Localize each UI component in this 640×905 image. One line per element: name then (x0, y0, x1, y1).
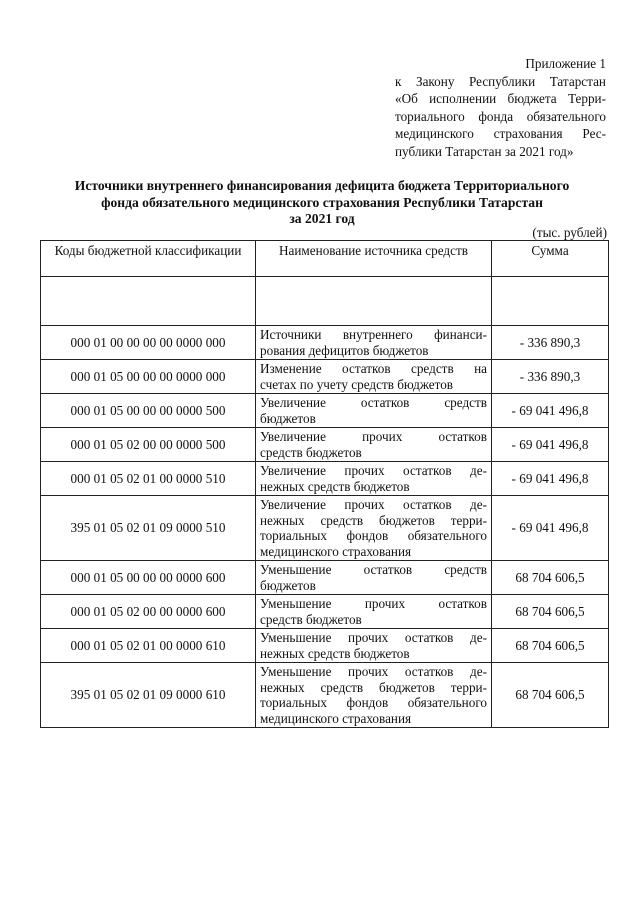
spacer-cell (41, 277, 256, 326)
appendix-line: «Об исполнении бюджета Терри- (395, 91, 606, 107)
source-name-line: Изменение остатков средств на (260, 361, 487, 376)
appendix-line: медицинского страхования Рес- (395, 126, 606, 142)
source-name-line: средств бюджетов (260, 444, 362, 460)
source-name-line: нежных средств бюджетов (260, 645, 410, 661)
table-row (41, 496, 609, 561)
appendix-number: Приложение 1 (525, 56, 606, 71)
amount-cell: - 69 041 496,8 (492, 428, 609, 462)
source-name-cell (256, 394, 492, 428)
header-sum: Сумма (492, 241, 609, 277)
source-name-line: нежных средств бюджетов терри- (260, 679, 487, 695)
table-row (41, 326, 609, 360)
source-name-line: ториальных фондов обязательного (260, 528, 487, 543)
source-name-line: Уменьшение прочих остатков (260, 596, 487, 611)
appendix-block (395, 55, 606, 161)
source-name-cell (256, 462, 492, 496)
sources-table (40, 240, 609, 728)
source-name-cell (256, 595, 492, 629)
budget-code-cell: 395 01 05 02 01 09 0000 510 (41, 496, 256, 561)
appendix-line: публики Татарстан за 2021 год» (395, 143, 574, 159)
amount-cell: - 336 890,3 (492, 326, 609, 360)
table-row (41, 360, 609, 394)
source-name-line: бюджетов (260, 410, 316, 426)
source-name-line: Увеличение прочих остатков де- (260, 497, 487, 512)
amount-cell: - 69 041 496,8 (492, 462, 609, 496)
spacer-cell (492, 277, 609, 326)
source-name-cell (256, 360, 492, 394)
table-row (41, 462, 609, 496)
amount-cell: 68 704 606,5 (492, 561, 609, 595)
amount-cell: 68 704 606,5 (492, 663, 609, 728)
source-name-line: средств бюджетов (260, 611, 362, 627)
budget-code-cell: 000 01 05 02 01 00 0000 510 (41, 462, 256, 496)
table-row (41, 663, 609, 728)
source-name-cell (256, 326, 492, 360)
source-name-line: медицинского страхования (260, 543, 412, 559)
budget-code-cell: 000 01 00 00 00 00 0000 000 (41, 326, 256, 360)
budget-code-cell: 000 01 05 02 00 00 0000 500 (41, 428, 256, 462)
source-name-line: нежных средств бюджетов терри- (260, 512, 487, 528)
table-row (41, 394, 609, 428)
amount-cell: - 69 041 496,8 (492, 496, 609, 561)
spacer-cell (256, 277, 492, 326)
source-name-line: медицинского страхования (260, 710, 412, 726)
budget-code-cell: 000 01 05 02 00 00 0000 600 (41, 595, 256, 629)
source-name-line: Уменьшение прочих остатков де- (260, 630, 487, 645)
appendix-line: ториального фонда обязательного (395, 108, 606, 124)
header-name: Наименование источника средств (256, 241, 492, 277)
budget-code-cell: 000 01 05 00 00 00 0000 500 (41, 394, 256, 428)
document-title (36, 178, 608, 228)
title-line: фонда обязательного медицинского страхования Республики Татарстан (101, 194, 543, 210)
table-header-row (41, 241, 609, 277)
amount-cell: 68 704 606,5 (492, 595, 609, 629)
source-name-cell (256, 428, 492, 462)
source-name-line: счетах по учету средств бюджетов (260, 376, 454, 392)
source-name-line: нежных средств бюджетов (260, 478, 410, 494)
source-name-line: Увеличение прочих остатков (260, 429, 487, 444)
budget-code-cell: 000 01 05 00 00 00 0000 000 (41, 360, 256, 394)
title-line: Источники внутреннего финансирования дефицита бюджета Территориального (74, 178, 570, 193)
title-line: за 2021 год (289, 211, 355, 226)
table-row (41, 428, 609, 462)
budget-code-cell: 000 01 05 02 01 00 0000 610 (41, 629, 256, 663)
budget-code-cell: 000 01 05 00 00 00 0000 600 (41, 561, 256, 595)
appendix-line: к Закону Республики Татарстан (395, 73, 606, 89)
source-name-cell (256, 663, 492, 728)
source-name-cell (256, 496, 492, 561)
header-code: Коды бюджетной классификации (41, 241, 256, 277)
budget-code-cell: 395 01 05 02 01 09 0000 610 (41, 663, 256, 728)
table-row (41, 629, 609, 663)
source-name-line: Уменьшение прочих остатков де- (260, 664, 487, 679)
source-name-cell (256, 561, 492, 595)
table-row (41, 561, 609, 595)
source-name-line: Источники внутреннего финанси- (260, 327, 487, 342)
units-label: (тыс. рублей) (532, 225, 607, 240)
source-name-cell (256, 629, 492, 663)
source-name-line: рования дефицитов бюджетов (260, 342, 429, 358)
amount-cell: - 336 890,3 (492, 360, 609, 394)
table-row (41, 595, 609, 629)
amount-cell: - 69 041 496,8 (492, 394, 609, 428)
table-spacer-row (41, 277, 609, 326)
source-name-line: Увеличение прочих остатков де- (260, 463, 487, 478)
source-name-line: ториальных фондов обязательного (260, 695, 487, 710)
source-name-line: Увеличение остатков средств (260, 395, 487, 410)
source-name-line: Уменьшение остатков средств (260, 562, 487, 577)
source-name-line: бюджетов (260, 577, 316, 593)
amount-cell: 68 704 606,5 (492, 629, 609, 663)
